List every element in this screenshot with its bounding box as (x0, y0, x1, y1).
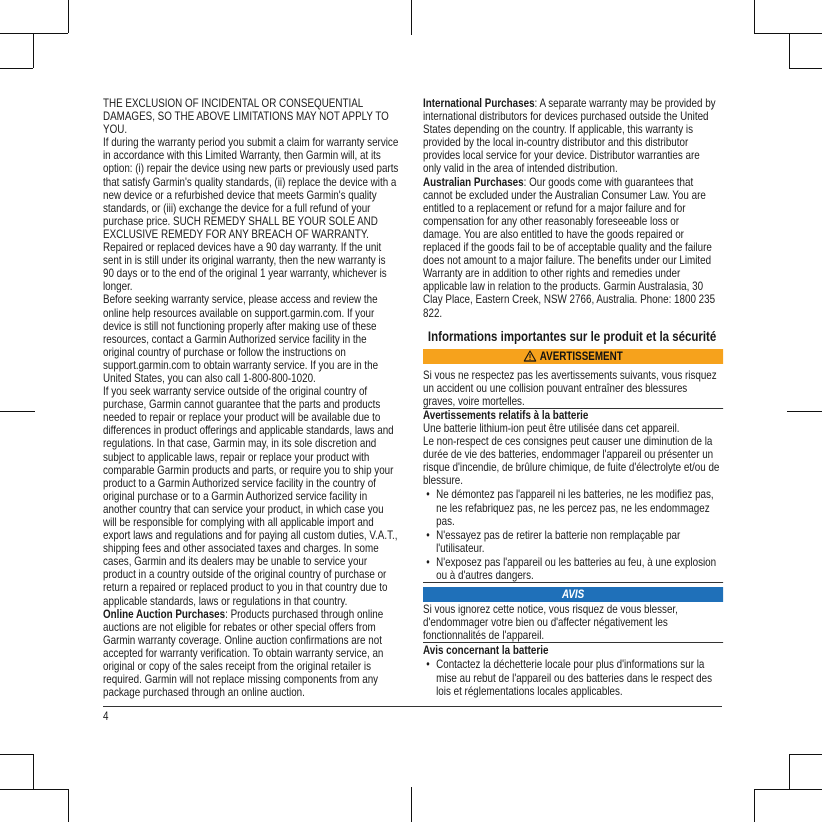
body-line: online help resources available on support.garmin.com. If your (103, 305, 375, 320)
body-line: accepted for warranty verification. To obtain warranty service, an (103, 645, 384, 660)
body-line: does not amount to a major failure. The benefits under our Limited (423, 253, 712, 268)
notice-banner (423, 587, 723, 602)
crop-mark (789, 68, 822, 69)
battery-notice-heading: Avis concernant la batterie (423, 643, 549, 658)
crop-mark (411, 787, 412, 822)
notice-banner-label: AVIS (561, 587, 585, 602)
crop-mark (789, 33, 790, 68)
bullet-line: lois et réglementations locales applicables. (436, 683, 623, 698)
run-in-heading: Online Auction Purchases (103, 606, 226, 621)
body-line: 90 days or to the end of the original 1 year warranty, whichever is (103, 266, 387, 281)
body-line: purchase price. SUCH REMEDY SHALL BE YOUR SOLE AND (103, 213, 378, 228)
body-line: Garmin warranty coverage. Online auction confirmations are not (103, 632, 382, 647)
body-line: needed to repair or replace your product will be available due to (103, 410, 381, 425)
run-in-heading: International Purchases (423, 96, 535, 110)
body-line: subject to applicable laws, repair or replace your product with (103, 449, 370, 464)
page-number: 4 (103, 709, 109, 723)
body-line: cannot be excluded under the Australian Consumer Law. You are (423, 187, 706, 202)
body-line: YOU. (103, 122, 128, 137)
battery-notice-list (423, 658, 723, 697)
body-line: cases, Garmin and its dealers may be unable to service your (103, 554, 368, 569)
notice-line: fonctionnalités de l'appareil. (423, 627, 545, 642)
body-line: durée de vie des batteries, endommager l'appareil ou présenter un (423, 447, 714, 462)
body-line: Clay Place, Eastern Creek, NSW 2766, Australia. Phone: 1800 235 (423, 292, 716, 307)
body-line: original purchase or to a Garmin Authorized service facility in (103, 488, 368, 503)
body-line: Repaired or replaced devices have a 90 day warranty. If the unit (103, 240, 382, 255)
body-line: original or copy of the sales receipt from the original retailer is (103, 659, 371, 674)
bullet-line: Contactez la déchetterie locale pour plus d'informations sur la (436, 657, 705, 672)
body-line: provides local service for your device. Distributor warranties are (423, 148, 700, 163)
body-line: longer. (103, 279, 133, 294)
crop-mark (0, 68, 33, 69)
crop-mark (754, 0, 755, 33)
bullet-item (423, 529, 723, 555)
crop-mark (789, 754, 790, 789)
bullet-line: mise au rebut de l'appareil ou des batteries dans le respect des (436, 670, 713, 685)
bullet-item (423, 658, 723, 697)
bullet-line: ou à d'autres dangers. (436, 568, 534, 582)
crop-mark (411, 0, 412, 35)
body-line: purchase, Garmin cannot guarantee that the parts and products (103, 397, 381, 412)
bullet-item (423, 488, 723, 527)
notice-text (423, 603, 723, 643)
bullet-line: pas. (436, 513, 455, 528)
body-line: product to a Garmin Authorized service facility in the country of (103, 475, 376, 490)
body-line: United States, you can also call 1-800-800-1020. (103, 370, 316, 385)
right-column (423, 97, 723, 698)
body-line: damage. You are also entitled to have the goods repaired or (423, 226, 684, 241)
crop-mark (0, 754, 33, 755)
bullet-glyph: • (426, 487, 430, 502)
body-line: DAMAGES, SO THE ABOVE LIMITATIONS MAY NOT APPLY TO (103, 109, 389, 124)
body-line: auctions are not eligible for rebates or other special offers from (103, 619, 376, 634)
line-text: : Products purchased through online (225, 606, 384, 621)
body-line: Le non-respect de ces consignes peut causer une diminution de la (423, 434, 713, 449)
body-line: regulations. In that case, Garmin may, in its sole discretion and (103, 436, 377, 451)
body-line: THE EXCLUSION OF INCIDENTAL OR CONSEQUENTIAL (103, 96, 364, 110)
bullet-item (423, 556, 723, 582)
battery-warnings-text (423, 422, 723, 487)
body-line: differences in product offerings and applicable standards, laws and (103, 423, 394, 438)
battery-warnings-list (423, 488, 723, 583)
left-column (103, 97, 403, 699)
body-line: original country of purchase or follow the instructions on (103, 344, 346, 359)
bullet-line: Ne démontez pas l'appareil ni les batteries, ne les modifiez pas, (436, 487, 714, 502)
crop-mark (754, 789, 822, 790)
body-line: export laws and regulations and for paying all custom duties, V.A.T., (103, 528, 398, 543)
body-line: risque d'incendie, de brûlure chimique, de fuite d'électrolyte et/ou de (423, 460, 720, 475)
body-line: resources, contact a Garmin Authorized service facility in the (103, 331, 367, 346)
body-line: package purchased through an online auction. (103, 685, 305, 700)
body-line: device is still not functioning properly after making use of these (103, 318, 377, 333)
crop-mark (754, 789, 755, 822)
bullet-glyph: • (426, 657, 430, 672)
bullet-line: N'exposez pas l'appareil ou les batteries au feu, à une explosion (436, 554, 717, 569)
crop-mark (33, 754, 34, 789)
body-line: provided by the local in-country distributor and this distributor (423, 135, 689, 150)
crop-mark (789, 754, 822, 755)
body-line: entitled to a replacement or refund for a major failure and for (423, 200, 686, 215)
body-line: replaced if the goods fail to be of acceptable quality and the failure (423, 240, 712, 255)
body-line: Une batterie lithium-ion peut être utilisée dans cet appareil. (423, 420, 680, 435)
line-text: : A separate warranty may be provided by (534, 96, 716, 110)
body-line: international distributors for devices purchased outside the United (423, 109, 709, 124)
body-line: that satisfy Garmin's quality standards, (ii) replace the device with a (103, 174, 397, 189)
body-line: option: (i) repair the device using new parts or previously used parts (103, 161, 399, 176)
body-line: comparable Garmin products and parts, or require you to ship your (103, 462, 394, 477)
bullet-line: ne les refabriquez pas, ne les percez pas, ne les endommagez (436, 500, 710, 515)
warning-triangle-icon (523, 350, 537, 362)
body-line: in accordance with this Limited Warranty, then Garmin will, at its (103, 148, 381, 163)
body-line: applicable law in relation to the products. Garmin Australasia, 30 (423, 279, 704, 294)
warning-line: Si vous ne respectez pas les avertissements suivants, vous risquez (423, 367, 717, 382)
section-title: Informations importantes sur le produit et la sécurité (427, 327, 717, 344)
body-line: standards, or (iii) exchange the device for a full refund of your (103, 200, 371, 215)
bullet-line: N'essayez pas de retirer la batterie non remplaçable par (436, 527, 681, 542)
body-line: product in a country outside of the original country of purchase or (103, 567, 387, 582)
bullet-glyph: • (426, 527, 430, 542)
body-line: compensation for any other reasonably foreseeable loss or (423, 213, 679, 228)
body-line: applicable standards, laws or regulations in that country. (103, 593, 348, 608)
body-line: new device or a refurbished device that meets Garmin's quality (103, 187, 377, 202)
crop-mark (0, 33, 68, 34)
warning-line: un accident ou une collision pouvant entraîner des blessures (423, 380, 688, 395)
run-in-heading: Australian Purchases (423, 174, 524, 189)
body-line: another country that can service your product, in which case you (103, 501, 384, 516)
body-line: will be responsible for complying with all applicable import and (103, 515, 374, 529)
line-text: : Our goods come with guarantees that (523, 174, 694, 189)
body-line: 822. (423, 305, 443, 320)
purchases-section (423, 97, 723, 320)
notice-line: Si vous ignorez cette notice, vous risquez de vous blesser, (423, 601, 678, 616)
footer-rule (103, 706, 722, 707)
body-line: sent in is still under its original warranty, then the new warranty is (103, 253, 386, 268)
warning-banner-label: AVERTISSEMENT (539, 348, 623, 363)
body-line: support.garmin.com to obtain warranty service. If you are in the (103, 357, 379, 372)
warning-line: graves, voire mortelles. (423, 393, 525, 408)
crop-mark (754, 33, 822, 34)
crop-mark (787, 411, 822, 412)
body-line: If during the warranty period you submit a claim for warranty service (103, 135, 399, 150)
body-line (423, 176, 723, 189)
crop-mark (0, 789, 68, 790)
body-line: States depending on the country. If applicable, this warranty is (423, 122, 694, 137)
crop-mark (68, 789, 69, 822)
body-line: return a repaired or replaced product to you in that country due to (103, 580, 388, 595)
body-line: If you seek warranty service outside of the original country of (103, 384, 368, 399)
body-line: shipping fees and other associated taxes and charges. In some (103, 541, 379, 556)
body-line: blessure. (423, 473, 463, 488)
body-line: Before seeking warranty service, please access and review the (103, 292, 378, 307)
battery-warnings-heading: Avertissements relatifs à la batterie (423, 407, 589, 422)
crop-mark (0, 411, 35, 412)
body-line: Warranty are in addition to other rights and remedies under (423, 266, 681, 281)
bullet-line: l'utilisateur. (436, 540, 485, 555)
body-line (103, 608, 403, 621)
body-line: required. Garmin will not replace missing components from any (103, 672, 379, 687)
warning-text (423, 369, 723, 409)
body-line: EXCLUSIVE REMEDY FOR ANY BREACH OF WARRANTY. (103, 226, 369, 241)
crop-mark (68, 0, 69, 33)
bullet-glyph: • (426, 554, 430, 569)
notice-line: d'endommager votre bien ou d'affecter négativement les (423, 614, 668, 629)
warning-banner (423, 349, 723, 364)
crop-mark (33, 33, 34, 68)
body-line: only valid in the area of intended distribution. (423, 161, 618, 176)
